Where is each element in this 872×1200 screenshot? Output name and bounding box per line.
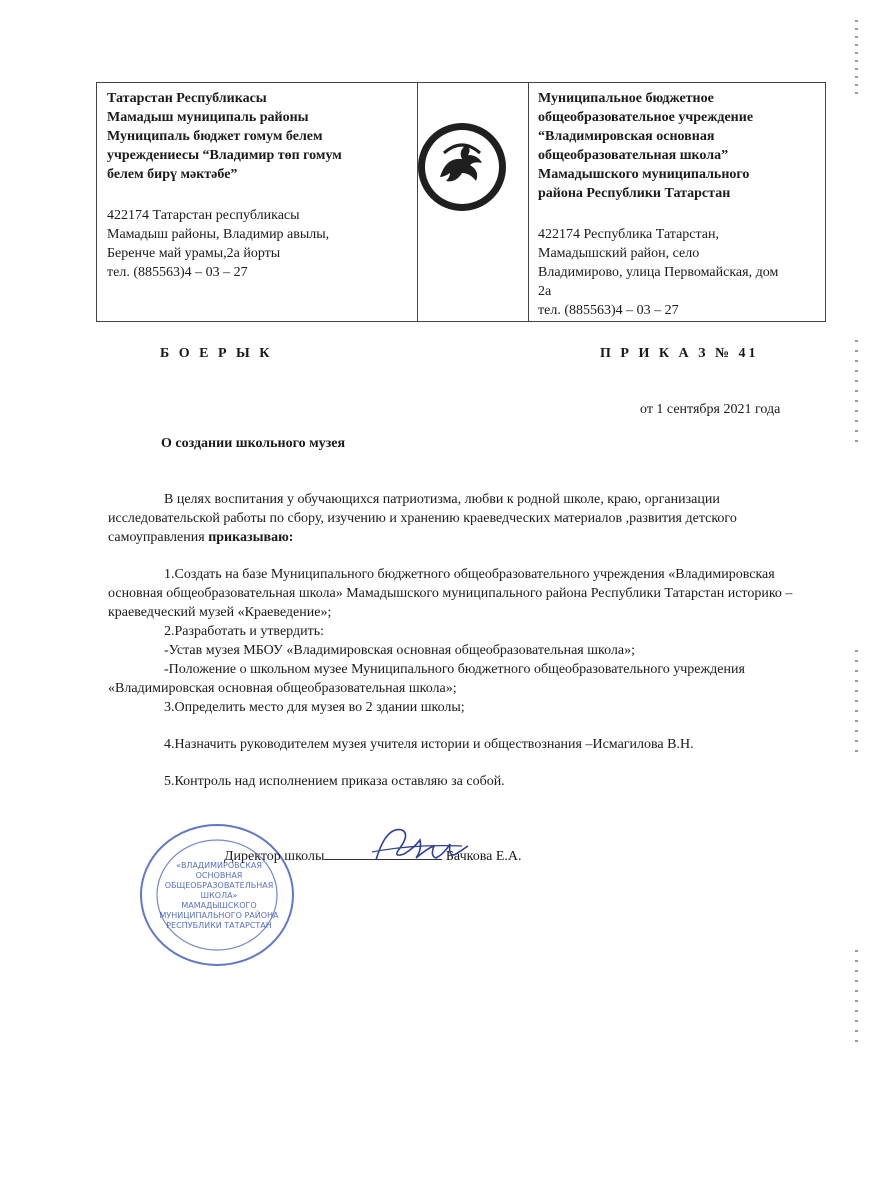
stamp-line: «ВЛАДИМИРОВСКАЯ — [176, 861, 262, 870]
org-line: района Республики Татарстан — [538, 186, 731, 201]
doc-body — [108, 490, 828, 791]
address-line: Мамадышский район, село — [538, 246, 700, 261]
doc-title-tatar: Б О Е Р Ы К — [160, 346, 273, 361]
letterhead-divider-right — [528, 83, 529, 321]
scan-edge-marks — [854, 20, 860, 100]
org-line: Муниципаль бюджет гомум белем — [107, 129, 323, 144]
doc-subject: О создании школьного музея — [161, 436, 346, 451]
org-line: учреждениесы “Владимир төп гомум — [107, 148, 342, 163]
org-line: Муниципальное бюджетное — [538, 91, 714, 106]
org-line: общеобразовательная школа” — [538, 148, 729, 163]
intro-text: В целях воспитания у обучающихся патриотизма, любви к родной школе, краю, организации исследовательской работы по сбору, изучению и хранению краеведческих материалов ,развития детского самоуправления — [108, 492, 737, 545]
address-line: тел. (885563)4 – 03 – 27 — [107, 265, 248, 280]
signer-position: Директор школы — [224, 849, 325, 864]
signer-name: Бачкова Е.А. — [445, 849, 522, 864]
order-item: 4.Назначить руководителем музея учителя истории и обществознания –Исмагилова В.Н. — [164, 737, 694, 752]
stamp-line: МАМАДЫШСКОГО — [181, 901, 257, 910]
scan-edge-marks — [854, 950, 860, 1050]
scan-edge-marks — [854, 650, 860, 760]
address-russian — [538, 225, 823, 320]
org-line: Мамадыш муниципаль районы — [107, 110, 309, 125]
order-item: 1.Создать на базе Муниципального бюджетного общеобразовательного учреждения «Владимировская основная общеобразовательная школа» Мамадышского муниципального района Республики Татарстан историко – краеведческий музей «Краеведение»; — [108, 567, 793, 620]
org-line: Мамадышского муниципального — [538, 167, 750, 182]
doc-date: от 1 сентября 2021 года — [640, 402, 781, 417]
order-item: 2.Разработать и утвердить: — [164, 624, 325, 639]
address-line: 422174 Республика Татарстан, — [538, 227, 720, 242]
address-line: 2а — [538, 284, 552, 299]
org-line: Татарстан Республикасы — [107, 91, 267, 106]
letterhead-right-russian — [538, 89, 823, 320]
address-line: Владимирово, улица Первомайская, дом — [538, 265, 779, 280]
org-name-tatar — [107, 89, 412, 184]
handwritten-signature — [368, 820, 478, 870]
org-line: “Владимировская основная — [538, 129, 715, 144]
order-item: 3.Определить место для музея во 2 здании школы; — [164, 700, 465, 715]
stamp-line: ШКОЛА» — [200, 891, 238, 900]
address-line: Беренче май урамы,2а йорты — [107, 246, 281, 261]
order-item: -Устав музея МБОУ «Владимировская основная общеобразовательная школа»; — [164, 643, 635, 658]
org-name-russian — [538, 89, 823, 203]
stamp-line: ОБЩЕОБРАЗОВАТЕЛЬНАЯ — [164, 881, 274, 890]
address-tatar — [107, 206, 412, 282]
scan-edge-marks — [854, 340, 860, 450]
order-item: -Положение о школьном музее Муниципального бюджетного общеобразовательного учреждения «Владимировская основная общеобразовательная школа»; — [108, 662, 745, 696]
letterhead-table — [96, 82, 826, 322]
address-line: тел. (885563)4 – 03 – 27 — [538, 303, 679, 318]
order-item: 5.Контроль над исполнением приказа оставляю за собой. — [164, 774, 505, 789]
doc-title-russian: П Р И К А З № 41 — [600, 346, 759, 361]
official-stamp — [137, 820, 297, 970]
stamp-line: ОСНОВНАЯ — [195, 871, 243, 880]
org-line: общеобразовательное учреждение — [538, 110, 754, 125]
stamp-line: МУНИЦИПАЛЬНОГО РАЙОНА — [159, 911, 279, 920]
tatarstan-emblem-icon — [414, 119, 510, 215]
address-line: Мамадыш районы, Владимир авылы, — [107, 227, 330, 242]
intro-order-word: приказываю: — [208, 530, 294, 545]
stamp-line: РЕСПУБЛИКИ ТАТАРСТАН — [166, 921, 272, 930]
intro-paragraph — [108, 490, 828, 547]
address-line: 422174 Татарстан республикасы — [107, 208, 300, 223]
letterhead-left-tatar — [107, 89, 412, 282]
org-line: белем бирү мәктәбе” — [107, 167, 238, 182]
